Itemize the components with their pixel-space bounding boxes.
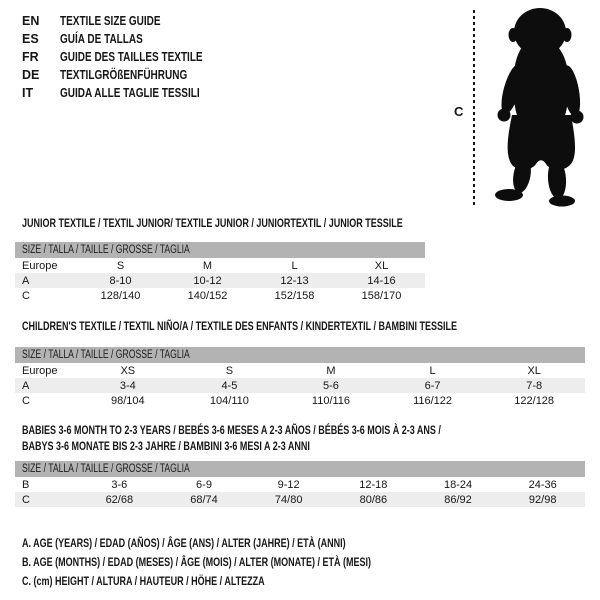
size-cell: 152/158: [274, 289, 315, 302]
language-code: ES: [22, 32, 39, 46]
row-label: Europe: [22, 259, 58, 272]
table-row: [15, 363, 585, 378]
size-cell: XL: [374, 259, 389, 272]
size-cell: M: [326, 364, 336, 377]
size-cell: 122/128: [514, 394, 555, 407]
children-section-title: [22, 318, 600, 334]
guide-title: TEXTILGRÖßENFÜHRUNG: [60, 68, 188, 82]
babies-title-line1: BABIES 3-6 MONTH TO 2-3 YEARS / BEBÉS 3-6 MESES A 2-3 AÑOS / BÉBÉS 3-6 MOIS À 2-3 ANS /: [22, 423, 441, 437]
row-label: C: [22, 394, 30, 407]
size-header-bar: [15, 347, 585, 363]
language-row: [22, 30, 238, 48]
language-code: FR: [22, 50, 39, 64]
children-size-table: [15, 347, 585, 408]
size-cell: 68/74: [190, 493, 218, 506]
size-cell: 4-5: [221, 379, 238, 392]
row-label: A: [22, 379, 30, 392]
language-code: IT: [22, 86, 34, 100]
size-cell: 62/68: [105, 493, 134, 506]
size-cell: 86/92: [444, 493, 472, 506]
size-cell: 8-10: [109, 274, 132, 287]
size-cell: 98/104: [110, 394, 145, 407]
language-row: [22, 66, 238, 84]
guide-title: TEXTILE SIZE GUIDE: [60, 14, 161, 28]
size-cell: 74/80: [274, 493, 303, 506]
legend-line-a: A. AGE (YEARS) / EDAD (AÑOS) / ÂGE (ANS) / ALTER (JAHRE) / ETÀ (ANNI): [22, 536, 346, 550]
language-row: [22, 12, 238, 30]
size-header-label: SIZE / TALLA / TAILLE / GRÖSSE / TAGLIA: [22, 349, 190, 361]
language-code: EN: [22, 14, 40, 28]
babies-title-line2: BABYS 3-6 MONATE BIS 2-3 JAHRE / BAMBINI 3-6 MESI A 2-3 ANNI: [22, 439, 310, 453]
size-cell: XL: [527, 364, 541, 377]
guide-title: GUIDA ALLE TAGLIE TESSILI: [60, 86, 200, 100]
size-cell: 12-13: [280, 274, 309, 287]
size-cell: 158/170: [361, 289, 402, 302]
row-label: C: [22, 289, 30, 302]
guide-title: GUÍA DE TALLAS: [60, 32, 143, 46]
size-header-bar: [15, 242, 425, 258]
row-label: C: [22, 493, 30, 506]
language-row: [22, 84, 238, 102]
size-cell: L: [291, 259, 298, 272]
table-row: [15, 273, 425, 288]
table-row: [15, 258, 425, 273]
size-header-bar: [15, 461, 585, 477]
legend-line-c: C. (cm) HEIGHT / ALTURA / HAUTEUR / HÖHE / ALTEZZA: [22, 574, 265, 588]
size-cell: L: [429, 364, 436, 377]
children-title-text: CHILDREN'S TEXTILE / TEXTIL NIÑO/A / TEXTILE DES ENFANTS / KINDERTEXTIL / BAMBINI TESSILE: [22, 319, 458, 333]
row-label: B: [22, 478, 30, 491]
size-cell: 10-12: [193, 274, 222, 287]
size-cell: 5-6: [323, 379, 339, 392]
size-cell: 80/86: [359, 493, 388, 506]
babies-size-table: [15, 461, 585, 507]
size-cell: 3-6: [111, 478, 128, 491]
legend-line-b: B. AGE (MONTHS) / EDAD (MESES) / ÂGE (MOIS) / ALTER (MONATE) / ETÀ (MESI): [22, 555, 371, 569]
junior-title-text: JUNIOR TEXTILE / TEXTIL JUNIOR/ TEXTILE JUNIOR / JUNIORTEXTIL / JUNIOR TESSILE: [22, 216, 403, 230]
size-cell: 128/140: [100, 289, 141, 302]
table-row: [15, 288, 425, 303]
baby-silhouette: [482, 7, 598, 209]
size-cell: 3-4: [119, 379, 136, 392]
size-cell: 6-9: [196, 478, 212, 491]
language-list: [22, 12, 238, 102]
size-cell: 9-12: [277, 478, 300, 491]
size-header-label: SIZE / TALLA / TAILLE / GRÖSSE / TAGLIA: [22, 463, 190, 475]
row-label: Europe: [22, 364, 58, 377]
size-cell: 12-18: [359, 478, 388, 491]
babies-section-title: [22, 422, 581, 454]
row-label: A: [22, 274, 30, 287]
table-row: [15, 378, 585, 393]
size-cell: 92/98: [528, 493, 557, 506]
size-cell: M: [202, 259, 213, 272]
junior-section-title: [22, 215, 530, 231]
size-cell: 116/122: [413, 394, 453, 407]
table-row: [15, 492, 585, 507]
junior-size-table: [15, 242, 425, 303]
size-cell: 104/110: [209, 394, 249, 407]
guide-title: GUIDE DES TAILLES TEXTILE: [60, 50, 203, 64]
size-cell: 6-7: [424, 379, 441, 392]
language-code: DE: [22, 68, 40, 82]
size-header-label: SIZE / TALLA / TAILLE / GRÖSSE / TAGLIA: [22, 244, 190, 256]
size-cell: 110/116: [311, 394, 351, 407]
height-measure-label: C: [454, 104, 464, 119]
size-cell: S: [116, 259, 125, 272]
measure-legend: [22, 534, 487, 591]
table-row: [15, 393, 585, 408]
language-row: [22, 48, 238, 66]
size-cell: S: [225, 364, 234, 377]
height-dashed-line: [473, 10, 475, 208]
size-cell: 7-8: [526, 379, 543, 392]
size-cell: XS: [120, 364, 136, 377]
size-cell: 24-36: [528, 478, 557, 491]
size-cell: 14-16: [367, 274, 396, 287]
size-cell: 140/152: [187, 289, 228, 302]
size-cell: 18-24: [443, 478, 473, 491]
table-row: [15, 477, 585, 492]
